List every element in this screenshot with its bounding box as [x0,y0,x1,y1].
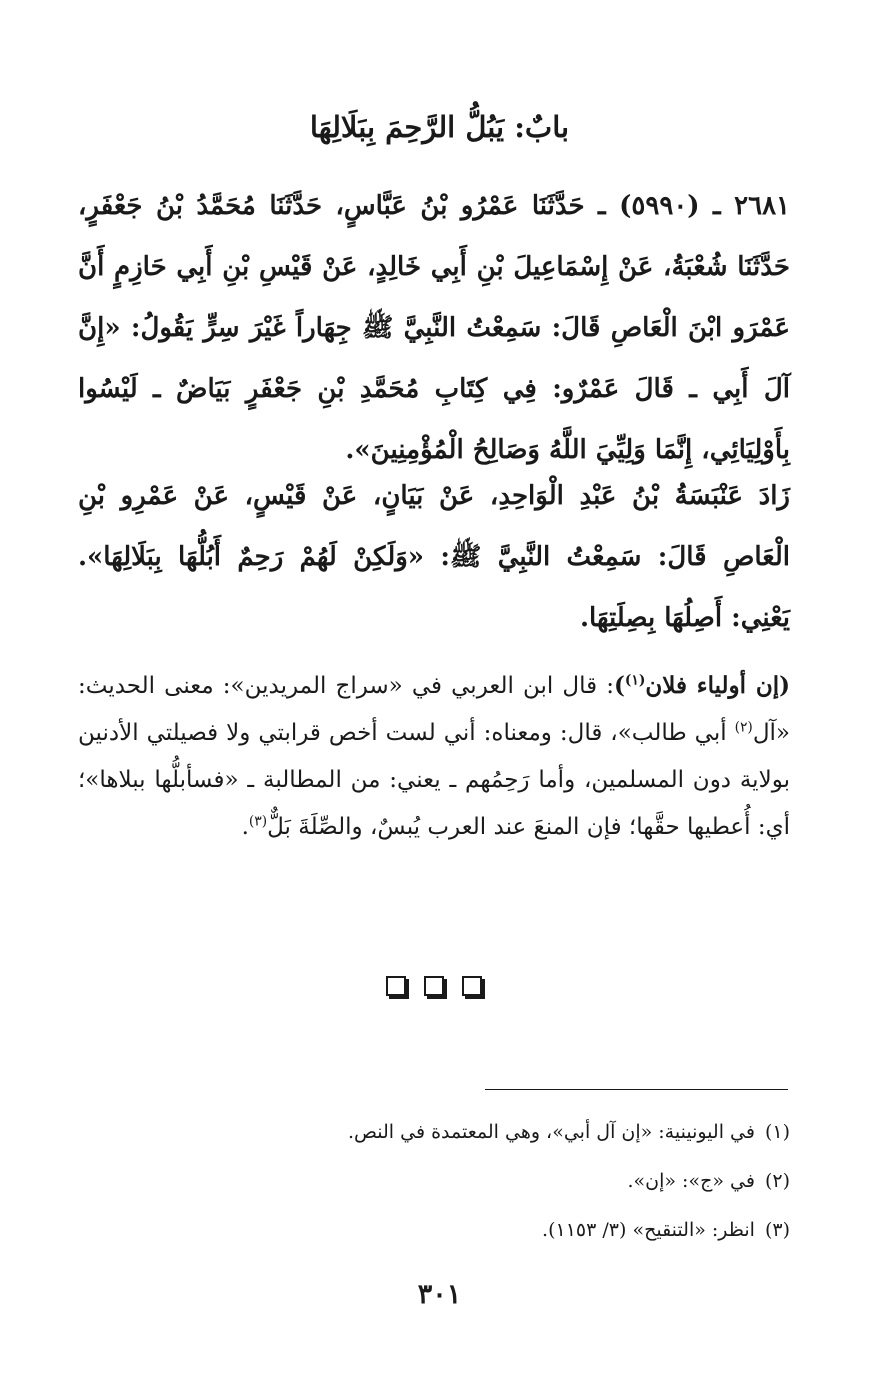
footnote-item [78,1157,790,1206]
commentary-text-3: . [241,814,249,840]
footnote-number: (١) [764,1121,790,1143]
footnote-ref-3: (٣) [248,813,268,830]
footnote-ref-2: (٢) [734,719,753,736]
footnote-divider [485,1089,788,1090]
separator-box-icon [462,976,482,996]
section-separator [386,976,482,996]
footnotes-list [78,1108,790,1255]
commentary-paragraph [78,662,790,851]
footnote-number: (٢) [764,1170,790,1192]
hadith-addition-text: زَادَ عَنْبَسَةُ بْنُ عَبْدِ الْوَاحِدِ، عَنْ بَيَانٍ، عَنْ قَيْسٍ، عَنْ عَمْرِو بْنِ الْعَاصِ قَالَ: سَمِعْتُ النَّبِيَّ ﷺ: «وَلَكِنْ لَهُمْ رَحِمٌ أَبُلُّهَا بِبَلَالِهَا». يَعْنِي: أَصِلُهَا بِصِلَتِهَا. [78,481,790,633]
commentary-text-2: أبي طالب»، قال: ومعناه: أني لست أخص قرابتي ولا فصيلتي الأدنين بولاية دون المسلمين، وأما رَحِمُهم ـ يعني: من المطالبة ـ «فسأبلُّها ببلاها»؛ أي: أُعطيها حقَّها؛ فإن المنعَ عند العرب يُبسٌ، والصِّلَةَ بَلٌّ [78,720,790,840]
chapter-title: بابٌ: يَبُلُّ الرَّحِمَ بِبَلَالِهَا [309,110,570,144]
footnote-text: في اليونينية: «إن آل أبي»، وهي المعتمدة في النص. [347,1121,755,1143]
commentary-lemma [614,672,790,699]
commentary-text-1: : قال ابن العربي في «سراج المريدين»: معنى الحديث: «آل [78,673,790,746]
footnote-item [78,1108,790,1157]
hadith-main-text: ٢٦٨١ ـ (٥٩٩٠) ـ حَدَّثَنَا عَمْرُو بْنُ عَبَّاسٍ، حَدَّثَنَا مُحَمَّدُ بْنُ جَعْفَرٍ، حَدَّثَنَا شُعْبَةُ، عَنْ إِسْمَاعِيلَ بْنِ أَبِي خَالِدٍ، عَنْ قَيْسِ بْنِ أَبِي حَازِمٍ أَنَّ عَمْرَو ابْنَ الْعَاصِ قَالَ: سَمِعْتُ النَّبِيَّ ﷺ جِهَاراً غَيْرَ سِرٍّ يَقُولُ: «إِنَّ آلَ أَبِي ـ قَالَ عَمْرٌو: فِي كِتَابِ مُحَمَّدِ بْنِ جَعْفَرٍ بَيَاضٌ ـ لَيْسُوا بِأَوْلِيَائِي، إِنَّمَا وَلِيِّيَ اللَّهُ وَصَالِحُ الْمُؤْمِنِينَ». [78,191,791,465]
lemma-close: ) [613,672,625,699]
separator-box-icon [424,976,444,996]
footnote-number: (٣) [764,1219,790,1241]
footnote-text: في «ج»: «إن». [627,1170,755,1192]
separator-box-icon [386,976,406,996]
footnote-ref-1: (١) [624,672,646,689]
footnote-text: انظر: «التنقيح» (٣/ ١١٥٣). [542,1219,755,1241]
lemma-text: (إن أولياء فلان [645,672,790,699]
page-number: ٣٠١ [417,1279,462,1310]
footnote-item [78,1206,790,1255]
